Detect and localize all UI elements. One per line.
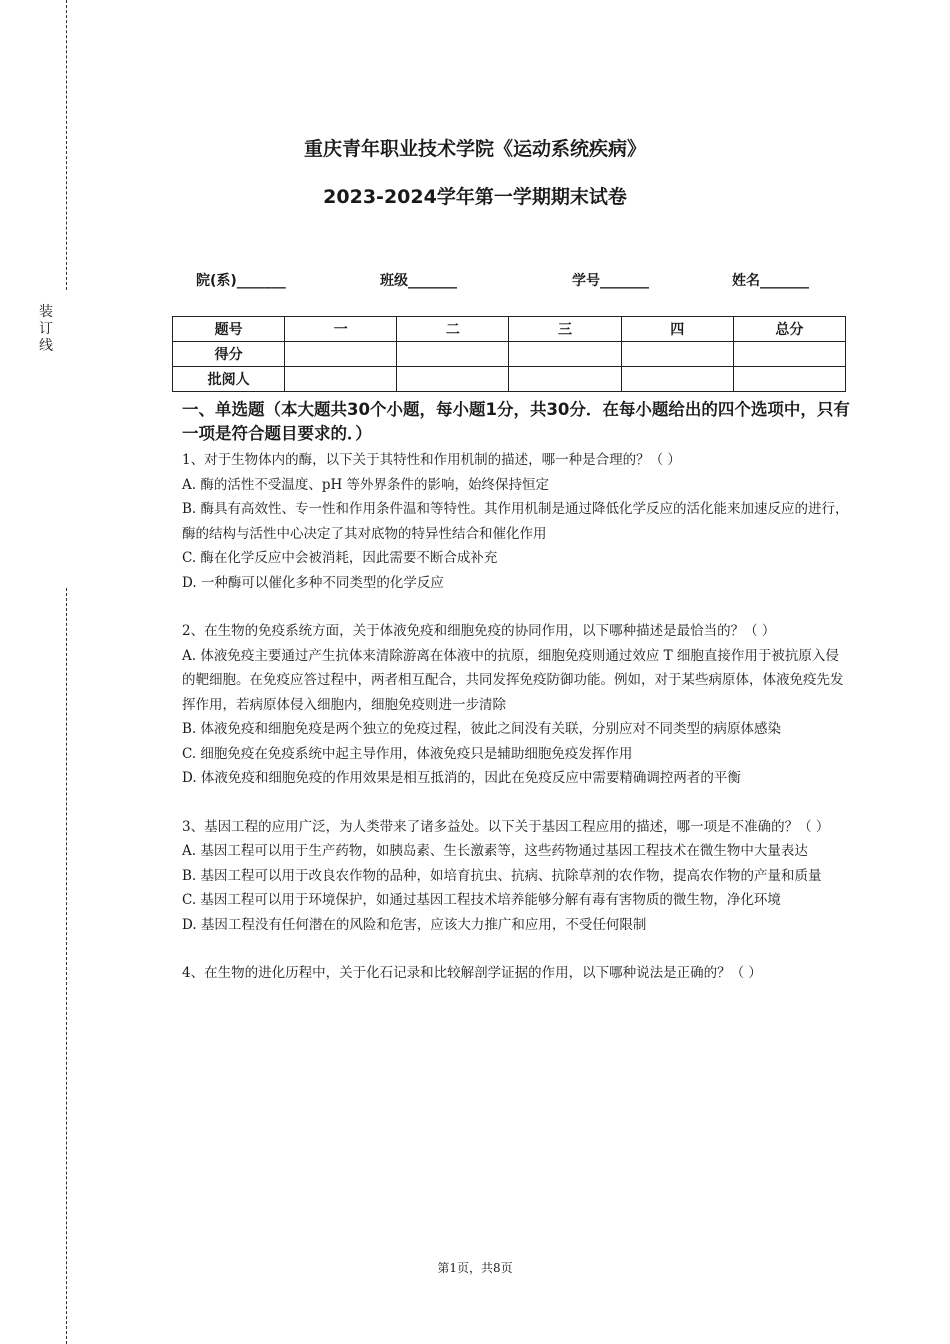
score-table-row [173,342,846,367]
question-stem: 1、对于生物体内的酶，以下关于其特性和作用机制的描述，哪一种是合理的？（ ） [182,452,681,468]
question-1 [182,448,850,595]
question-stem: 3、基因工程的应用广泛，为人类带来了诸多益处。以下关于基因工程应用的描述，哪一项是不准确的？（ ） [182,818,830,835]
score-table-cell: 得分 [173,342,285,367]
score-table-cell [621,342,733,367]
binding-label: 装订线 [39,304,53,354]
score-table-cell [733,342,845,367]
option-a: A. 基因工程可以用于生产药物，如胰岛素、生长激素等，这些药物通过基因工程技术在微生物中大量表达 [182,843,808,859]
option-b: B. 体液免疫和细胞免疫是两个独立的免疫过程，彼此之间没有关联，分别应对不同类型的病原体感染 [182,721,782,737]
question-3 [182,815,850,938]
option-d: D. 基因工程没有任何潜在的风险和危害，应该大力推广和应用，不受任何限制 [182,916,647,933]
exam-title: 重庆青年职业技术学院《运动系统疾病》 [303,138,646,160]
score-table-cell [509,342,621,367]
option-a: A. 酶的活性不受温度、pH 等外界条件的影响，始终保持恒定 [182,476,550,493]
score-table-cell [285,342,397,367]
option-c: C. 酶在化学反应中会被消耗，因此需要不断合成补充 [182,550,498,566]
page-footer: 第1页，共8页 [437,1261,513,1275]
question-2 [182,619,850,791]
score-table-cell: 四 [621,317,733,342]
option-c: C. 细胞免疫在免疫系统中起主导作用，体液免疫只是辅助细胞免疫发挥作用 [182,745,633,762]
section-heading: 一、单选题（本大题共30个小题，每小题1分，共30分．在每小题给出的四个选项中，只有一项是符合题目要求的．） [182,400,850,443]
score-table-cell [621,367,733,392]
binding-line [66,588,67,1344]
question-stem: 2、在生物的免疫系统方面，关于体液免疫和细胞免疫的协同作用，以下哪种描述是最恰当的？（ ） [182,623,776,639]
score-table-cell: 三 [509,317,621,342]
name-field: 姓名_______ [732,273,809,289]
score-table-cell [397,367,509,392]
score-table-cell: 二 [397,317,509,342]
class-field: 班级_______ [380,273,457,289]
score-table-cell: 总分 [733,317,845,342]
score-table-cell [733,367,845,392]
option-a: A. 体液免疫主要通过产生抗体来清除游离在体液中的抗原，细胞免疫则通过效应 T 细胞直接作用于被抗原入侵的靶细胞。在免疫应答过程中，两者相互配合，共同发挥免疫防御功能。例如，对于某些病原体，体液免疫先发挥作用，若病原体侵入细胞内，细胞免疫则进一步清除 [182,647,844,713]
student-id-field: 学号_______ [572,273,649,289]
question-4 [182,961,850,986]
score-table-cell: 题号 [173,317,285,342]
score-table-cell [397,342,509,367]
option-d: D. 体液免疫和细胞免疫的作用效果是相互抵消的，因此在免疫反应中需要精确调控两者的平衡 [182,770,741,786]
exam-subtitle: 2023-2024学年第一学期期末试卷 [323,186,627,208]
score-table-cell [285,367,397,392]
score-table-header-row [173,317,846,342]
score-table [172,316,846,392]
score-table-cell [509,367,621,392]
question-stem: 4、在生物的进化历程中，关于化石记录和比较解剖学证据的作用，以下哪种说法是正确的？（ ） [182,965,762,981]
option-b: B. 基因工程可以用于改良农作物的品种，如培育抗虫、抗病、抗除草剂的农作物，提高农作物的产量和质量 [182,867,822,884]
score-table-row [173,367,846,392]
department-field: 院(系)_______ [196,273,286,289]
exam-content [182,398,850,1010]
option-c: C. 基因工程可以用于环境保护，如通过基因工程技术培养能够分解有毒有害物质的微生物，净化环境 [182,892,781,908]
score-table-cell: 批阅人 [173,367,285,392]
option-d: D. 一种酶可以催化多种不同类型的化学反应 [182,574,444,591]
option-b: B. 酶具有高效性、专一性和作用条件温和等特性。其作用机制是通过降低化学反应的活化能来加速反应的进行，酶的结构与活性中心决定了其对底物的特异性结合和催化作用 [182,501,849,542]
score-table-cell: 一 [285,317,397,342]
